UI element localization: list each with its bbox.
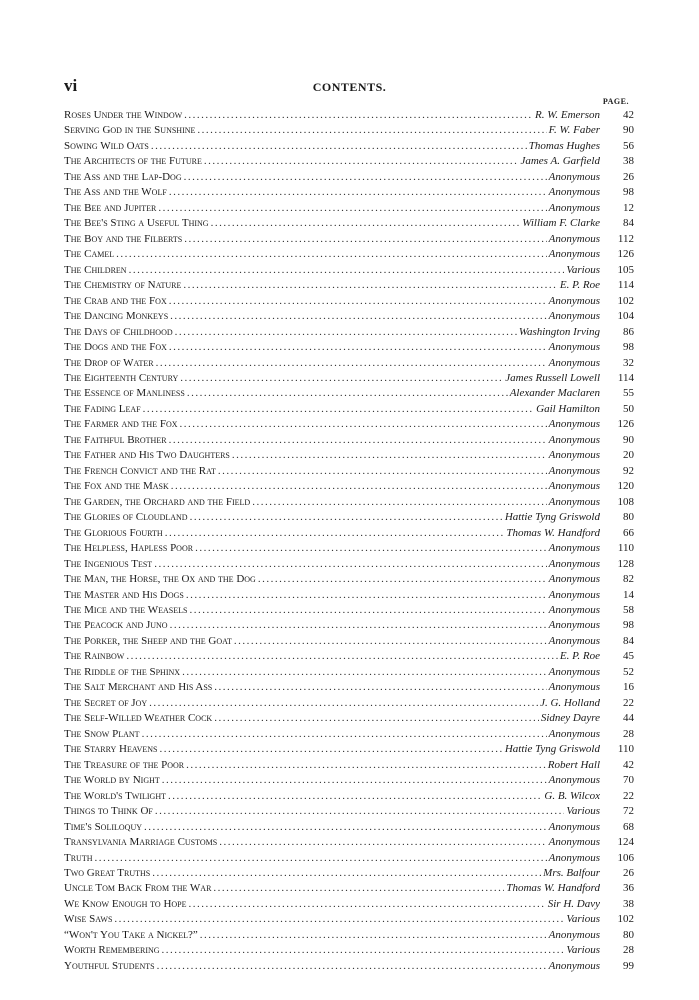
leader-dots — [157, 959, 547, 974]
contents-entry — [64, 789, 634, 804]
contents-entry — [64, 526, 634, 541]
entry-page: 99 — [623, 959, 634, 972]
contents-entry — [64, 154, 634, 169]
entry-page: 28 — [623, 944, 634, 957]
leader-dots — [214, 680, 546, 695]
entry-author: Anonymous — [548, 604, 600, 616]
contents-entry — [64, 386, 634, 401]
leader-dots — [184, 232, 546, 247]
page-column-header: PAGE. — [602, 97, 629, 106]
entry-title: The Architects of the Future — [64, 155, 202, 168]
entry-title: Things to Think Of — [64, 805, 153, 818]
entry-page: 42 — [623, 109, 634, 121]
leader-dots — [258, 572, 547, 587]
leader-dots — [162, 773, 547, 788]
leader-dots — [95, 851, 547, 866]
entry-author: Anonymous — [548, 232, 600, 245]
entry-author: Anonymous — [548, 681, 600, 694]
entry-page: 72 — [623, 805, 634, 818]
contents-entry — [64, 371, 634, 386]
entry-title: The Treasure of the Poor — [64, 758, 185, 771]
contents-entry — [64, 665, 634, 680]
contents-entry — [64, 696, 634, 711]
leader-dots — [175, 325, 517, 340]
entry-page: 102 — [617, 913, 634, 926]
entry-author: Alexander Maclaren — [509, 387, 600, 400]
contents-entry — [64, 325, 634, 340]
leader-dots — [200, 928, 547, 943]
entry-title: The Starry Heavens — [64, 743, 158, 756]
leader-dots — [213, 881, 504, 896]
leader-dots — [232, 448, 547, 463]
entry-title: The Children — [64, 263, 127, 276]
entry-author: J. G. Holland — [540, 696, 600, 709]
entry-title: The Crab and the Fox — [64, 294, 167, 307]
entry-title: The Fox and the Mask — [64, 480, 169, 493]
contents-entry — [64, 170, 634, 185]
entry-author: Anonymous — [548, 836, 600, 849]
entry-page: 90 — [623, 124, 634, 137]
contents-entry — [64, 247, 634, 262]
leader-dots — [155, 804, 565, 819]
entry-title: Time's Soliloquy — [64, 820, 143, 833]
entry-page: 90 — [623, 433, 634, 446]
entry-page: 50 — [623, 402, 634, 415]
leader-dots — [169, 185, 547, 200]
entry-title: The World's Twilight — [64, 789, 167, 802]
entry-author: Thomas W. Handford — [506, 882, 600, 895]
leader-dots — [168, 789, 542, 804]
contents-entry — [64, 588, 634, 603]
contents-entry — [64, 185, 634, 200]
leader-dots — [180, 417, 547, 432]
entry-page: 68 — [623, 820, 634, 833]
entry-author: Various — [566, 805, 600, 818]
entry-page: 98 — [623, 619, 634, 632]
entry-author: Anonymous — [548, 573, 600, 586]
contents-entry — [64, 912, 634, 927]
entry-title: The Eighteenth Century — [64, 371, 179, 384]
entry-author: Various — [566, 263, 600, 276]
entry-author: Anonymous — [548, 634, 600, 647]
contents-entry — [64, 649, 634, 664]
entry-author: Anonymous — [548, 464, 600, 477]
entry-author: James A. Garfield — [520, 155, 600, 168]
entry-page: 110 — [617, 542, 634, 555]
page-number: vi — [64, 76, 78, 95]
leader-dots — [169, 433, 547, 448]
leader-dots — [162, 943, 565, 958]
contents-entry — [64, 572, 634, 587]
entry-author: E. P. Roe — [559, 279, 600, 292]
entry-author: Various — [566, 913, 600, 926]
entry-author: Hattie Tyng Griswold — [504, 743, 600, 756]
contents-entry — [64, 216, 634, 231]
entry-page: 110 — [617, 743, 634, 756]
entry-author: Anonymous — [548, 542, 600, 555]
leader-dots — [234, 634, 547, 649]
entry-author: Anonymous — [548, 294, 600, 307]
leader-dots — [160, 742, 503, 757]
entry-title: Truth — [64, 851, 93, 864]
leader-dots — [252, 495, 546, 510]
contents-entry — [64, 417, 634, 432]
entry-title: The French Convict and the Rat — [64, 464, 216, 477]
contents-entry — [64, 773, 634, 788]
entry-page: 108 — [617, 495, 634, 508]
entry-author: Hattie Tyng Griswold — [504, 511, 600, 524]
entry-author: Anonymous — [548, 433, 600, 446]
entry-page: 38 — [623, 897, 634, 910]
entry-author: R. W. Emerson — [535, 109, 600, 121]
leader-dots — [165, 526, 505, 541]
entry-title: We Know Enough to Hope — [64, 897, 187, 910]
contents-entry — [64, 557, 634, 572]
entry-title: The Rainbow — [64, 650, 125, 663]
contents-entry — [64, 959, 634, 974]
entry-author: Anonymous — [548, 201, 600, 214]
contents-entry — [64, 294, 634, 309]
contents-entry — [64, 541, 634, 556]
entry-page: 14 — [623, 588, 634, 601]
leader-dots — [143, 402, 535, 417]
leader-dots — [142, 727, 547, 742]
entry-page: 92 — [623, 464, 634, 477]
entry-page: 124 — [617, 836, 634, 849]
entry-author: Thomas Hughes — [528, 139, 600, 152]
entry-page: 128 — [617, 557, 634, 570]
leader-dots — [116, 247, 547, 262]
entry-author: Sidney Dayre — [540, 712, 600, 725]
entry-title: The Drop of Water — [64, 356, 154, 369]
entry-author: Anonymous — [548, 480, 600, 493]
entry-title: Transylvania Marriage Customs — [64, 836, 218, 849]
entry-author: Anonymous — [548, 588, 600, 601]
entry-title: Youthful Students — [64, 959, 155, 972]
contents-entry — [64, 278, 634, 293]
entry-page: 105 — [617, 263, 634, 276]
entry-title: Sowing Wild Oats — [64, 139, 149, 152]
contents-entry — [64, 742, 634, 757]
contents-entry — [64, 758, 634, 773]
contents-entry — [64, 495, 634, 510]
entry-title: The Faithful Brother — [64, 433, 167, 446]
entry-title: The Ass and the Wolf — [64, 186, 167, 199]
entry-title: “Won't You Take a Nickel?” — [64, 928, 198, 941]
entry-page: 56 — [623, 139, 634, 152]
entry-page: 32 — [623, 356, 634, 369]
entry-page: 22 — [623, 696, 634, 709]
leader-dots — [218, 464, 547, 479]
entry-author: Anonymous — [548, 170, 600, 183]
leader-dots — [187, 386, 508, 401]
entry-page: 114 — [617, 371, 634, 384]
entry-title: The Essence of Manliness — [64, 387, 185, 400]
leader-dots — [184, 108, 533, 123]
leader-dots — [158, 201, 546, 216]
entry-title: The Master and His Dogs — [64, 588, 184, 601]
contents-entry — [64, 866, 634, 881]
contents-entry — [64, 201, 634, 216]
entry-author: Anonymous — [548, 619, 600, 632]
entry-page: 70 — [623, 774, 634, 787]
contents-entry — [64, 618, 634, 633]
entry-title: Worth Remembering — [64, 944, 160, 957]
entry-author: Sir H. Davy — [547, 897, 600, 910]
entry-page: 114 — [617, 279, 634, 292]
entry-page: 84 — [623, 217, 634, 230]
leader-dots — [184, 170, 547, 185]
contents-entry — [64, 928, 634, 943]
entry-author: Anonymous — [548, 774, 600, 787]
entry-page: 98 — [623, 186, 634, 199]
leader-dots — [183, 278, 558, 293]
entry-title: The Father and His Two Daughters — [64, 449, 230, 462]
leader-dots — [170, 618, 547, 633]
entry-author: Anonymous — [548, 248, 600, 261]
entry-page: 52 — [623, 665, 634, 678]
entry-author: Anonymous — [548, 418, 600, 431]
leader-dots — [156, 356, 547, 371]
entry-page: 106 — [617, 851, 634, 864]
entry-page: 126 — [617, 248, 634, 261]
contents-entry — [64, 309, 634, 324]
entry-author: Thomas W. Handford — [506, 526, 600, 539]
leader-dots — [197, 123, 546, 138]
leader-dots — [114, 912, 564, 927]
entry-page: 26 — [623, 170, 634, 183]
entry-title: Roses Under the Window — [64, 109, 183, 121]
contents-entry — [64, 340, 634, 355]
contents-entry — [64, 835, 634, 850]
entry-title: The Ass and the Lap-Dog — [64, 170, 182, 183]
entry-title: The Farmer and the Fox — [64, 418, 178, 431]
entry-author: G. B. Wilcox — [544, 789, 600, 802]
entry-title: The Helpless, Hapless Poor — [64, 542, 194, 555]
leader-dots — [186, 758, 546, 773]
entry-title: The Snow Plant — [64, 727, 140, 740]
entry-title: The Man, the Horse, the Ox and the Dog — [64, 573, 256, 586]
leader-dots — [204, 154, 519, 169]
entry-title: Serving God in the Sunshine — [64, 124, 196, 137]
entry-page: 16 — [623, 681, 634, 694]
contents-entry — [64, 851, 634, 866]
entry-title: The Days of Childhood — [64, 325, 173, 338]
entry-page: 26 — [623, 866, 634, 879]
entry-page: 84 — [623, 634, 634, 647]
contents-entry — [64, 356, 634, 371]
entry-title: Wise Saws — [64, 913, 113, 926]
contents-entry — [64, 881, 634, 896]
contents-entry — [64, 897, 634, 912]
leader-dots — [154, 557, 546, 572]
contents-entry — [64, 634, 634, 649]
entry-title: The Glories of Cloudland — [64, 511, 188, 524]
entry-page: 28 — [623, 727, 634, 740]
entry-page: 42 — [623, 758, 634, 771]
contents-entry — [64, 139, 634, 154]
entry-title: The World by Night — [64, 774, 160, 787]
entry-author: Anonymous — [548, 356, 600, 369]
contents-entry — [64, 464, 634, 479]
contents-entry — [64, 232, 634, 247]
contents-entry — [64, 479, 634, 494]
leader-dots — [189, 897, 546, 912]
leader-dots — [219, 835, 546, 850]
entry-title: The Fading Leaf — [64, 402, 141, 415]
entry-title: The Self-Willed Weather Cock — [64, 712, 213, 725]
entry-page: 38 — [623, 155, 634, 168]
entry-author: E. P. Roe — [559, 650, 600, 663]
entry-title: Uncle Tom Back From the War — [64, 882, 212, 895]
leader-dots — [149, 696, 538, 711]
leader-dots — [169, 294, 547, 309]
entry-page: 80 — [623, 511, 634, 524]
leader-dots — [186, 588, 547, 603]
entry-author: Anonymous — [548, 665, 600, 678]
leader-dots — [211, 216, 521, 231]
contents-list — [64, 108, 634, 974]
leader-dots — [195, 541, 547, 556]
entry-title: The Riddle of the Sphinx — [64, 665, 181, 678]
contents-entry — [64, 680, 634, 695]
entry-author: Anonymous — [548, 186, 600, 199]
entry-page: 120 — [617, 480, 634, 493]
entry-author: Anonymous — [548, 820, 600, 833]
entry-title: The Salt Merchant and His Ass — [64, 681, 213, 694]
contents-entry — [64, 263, 634, 278]
entry-page: 126 — [617, 418, 634, 431]
entry-author: Anonymous — [548, 449, 600, 462]
entry-author: Anonymous — [548, 557, 600, 570]
contents-entry — [64, 711, 634, 726]
leader-dots — [170, 309, 547, 324]
entry-author: Anonymous — [548, 727, 600, 740]
entry-title: The Glorious Fourth — [64, 526, 163, 539]
leader-dots — [189, 603, 546, 618]
entry-page: 102 — [617, 294, 634, 307]
contents-entry — [64, 603, 634, 618]
contents-entry — [64, 433, 634, 448]
entry-author: Anonymous — [548, 928, 600, 941]
entry-title: The Ingenious Test — [64, 557, 153, 570]
entry-page: 55 — [623, 387, 634, 400]
leader-dots — [180, 371, 503, 386]
entry-title: The Bee and Jupiter — [64, 201, 157, 214]
entry-title: The Bee's Sting a Useful Thing — [64, 217, 209, 230]
entry-author: Various — [566, 944, 600, 957]
contents-entry — [64, 510, 634, 525]
entry-author: Gail Hamilton — [536, 402, 600, 415]
entry-page: 86 — [623, 325, 634, 338]
contents-entry — [64, 123, 634, 138]
entry-author: James Russell Lowell — [505, 371, 600, 384]
contents-entry — [64, 804, 634, 819]
entry-title: The Boy and the Filberts — [64, 232, 183, 245]
entry-author: Mrs. Balfour — [543, 866, 600, 879]
leader-dots — [190, 510, 503, 525]
entry-page: 36 — [623, 882, 634, 895]
entry-page: 66 — [623, 526, 634, 539]
entry-page: 45 — [623, 650, 634, 663]
leader-dots — [151, 139, 527, 154]
entry-page: 112 — [617, 232, 634, 245]
entry-page: 80 — [623, 928, 634, 941]
contents-entry — [64, 727, 634, 742]
entry-author: Anonymous — [548, 310, 600, 323]
contents-entry — [64, 820, 634, 835]
entry-title: The Chemistry of Nature — [64, 279, 182, 292]
page-title: CONTENTS. — [312, 80, 387, 94]
leader-dots — [214, 711, 539, 726]
contents-entry — [64, 943, 634, 958]
entry-author: Robert Hall — [547, 758, 600, 771]
entry-title: The Camel — [64, 248, 115, 261]
entry-author: Anonymous — [548, 341, 600, 354]
entry-title: The Mice and the Weasels — [64, 604, 188, 616]
contents-entry — [64, 108, 634, 123]
leader-dots — [152, 866, 541, 881]
entry-page: 58 — [623, 604, 634, 616]
entry-page: 12 — [623, 201, 634, 214]
leader-dots — [182, 665, 547, 680]
leader-dots — [144, 820, 547, 835]
entry-page: 104 — [617, 310, 634, 323]
leader-dots — [171, 479, 547, 494]
entry-page: 20 — [623, 449, 634, 462]
entry-author: William F. Clarke — [522, 217, 600, 230]
entry-author: F. W. Faber — [548, 124, 600, 137]
entry-author: Washington Irving — [518, 325, 600, 338]
entry-title: The Porker, the Sheep and the Goat — [64, 634, 232, 647]
leader-dots — [129, 263, 565, 278]
entry-page: 98 — [623, 341, 634, 354]
leader-dots — [126, 649, 558, 664]
leader-dots — [169, 340, 547, 355]
entry-author: Anonymous — [548, 959, 600, 972]
entry-title: The Garden, the Orchard and the Field — [64, 495, 251, 508]
entry-author: Anonymous — [548, 851, 600, 864]
entry-title: The Peacock and Juno — [64, 619, 168, 632]
entry-author: Anonymous — [548, 495, 600, 508]
contents-entry — [64, 448, 634, 463]
entry-title: The Dancing Monkeys — [64, 310, 169, 323]
entry-title: The Dogs and the Fox — [64, 341, 167, 354]
entry-page: 44 — [623, 712, 634, 725]
entry-page: 22 — [623, 789, 634, 802]
entry-title: Two Great Truths — [64, 866, 151, 879]
entry-title: The Secret of Joy — [64, 696, 148, 709]
contents-entry — [64, 402, 634, 417]
entry-page: 82 — [623, 573, 634, 586]
